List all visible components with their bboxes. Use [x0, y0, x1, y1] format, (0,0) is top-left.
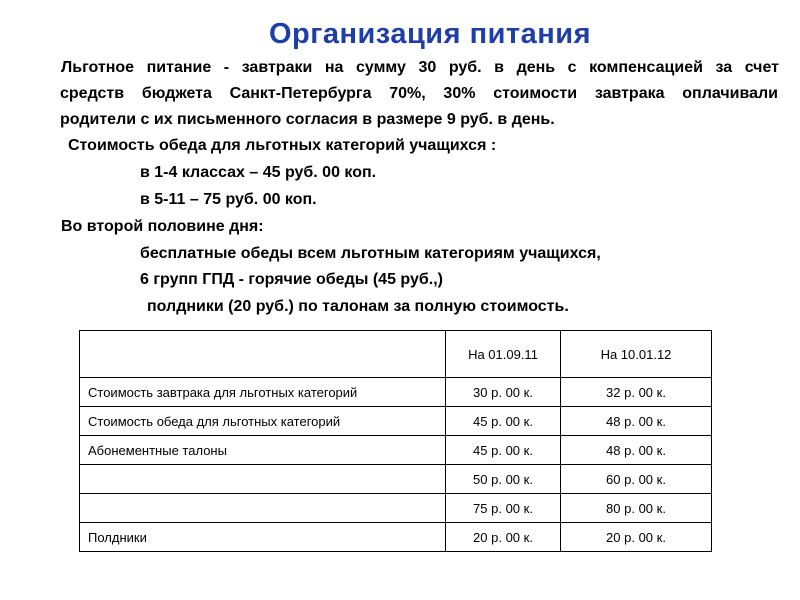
table-row [80, 523, 712, 552]
afternoon-heading: Во второй половине дня: [61, 218, 264, 235]
table-cell: Стоимость завтрака для льготных категорий [80, 378, 446, 407]
table-cell: 45 р. 00 к. [446, 407, 561, 436]
paragraph-line-2: средств бюджета Санкт-Петербурга 70%, 30% стоимости завтрака оплачивали [60, 85, 778, 102]
lunch-heading: Стоимость обеда для льготных категорий учащихся : [68, 137, 497, 154]
table-cell: 60 р. 00 к. [561, 465, 712, 494]
table-row [80, 378, 712, 407]
table-header-row [80, 331, 712, 378]
table-row [80, 494, 712, 523]
table-cell: Полдники [80, 523, 446, 552]
table-header-cell [80, 331, 446, 378]
table-header-cell: На 01.09.11 [446, 331, 561, 378]
table-row [80, 436, 712, 465]
afternoon-item: полдники (20 руб.) по талонам за полную стоимость. [147, 298, 569, 315]
table-cell: 45 р. 00 к. [446, 436, 561, 465]
table-cell [80, 494, 446, 523]
price-table [79, 330, 712, 552]
table-header-cell: На 10.01.12 [561, 331, 712, 378]
table-row [80, 465, 712, 494]
table-cell: 20 р. 00 к. [561, 523, 712, 552]
table-cell: 32 р. 00 к. [561, 378, 712, 407]
table-cell: 80 р. 00 к. [561, 494, 712, 523]
table-row [80, 407, 712, 436]
table-cell: 75 р. 00 к. [446, 494, 561, 523]
afternoon-item: бесплатные обеды всем льготным категориям учащихся, [140, 245, 601, 262]
page-title: Организация питания [268, 18, 592, 50]
table-cell: 48 р. 00 к. [561, 436, 712, 465]
table-cell: Стоимость обеда для льготных категорий [80, 407, 446, 436]
paragraph-line-1: Льготное питание - завтраки на сумму 30 руб. в день с компенсацией за счет [61, 59, 779, 76]
table-cell: 48 р. 00 к. [561, 407, 712, 436]
table-cell: 20 р. 00 к. [446, 523, 561, 552]
table-cell: Абонементные талоны [80, 436, 446, 465]
lunch-item: в 5-11 – 75 руб. 00 коп. [140, 191, 317, 208]
lunch-item: в 1-4 классах – 45 руб. 00 коп. [140, 164, 377, 181]
paragraph-line-3: родители с их письменного согласия в размере 9 руб. в день. [60, 111, 555, 128]
afternoon-item: 6 групп ГПД - горячие обеды (45 руб.,) [140, 271, 443, 288]
table-cell [80, 465, 446, 494]
table-cell: 50 р. 00 к. [446, 465, 561, 494]
table-cell: 30 р. 00 к. [446, 378, 561, 407]
